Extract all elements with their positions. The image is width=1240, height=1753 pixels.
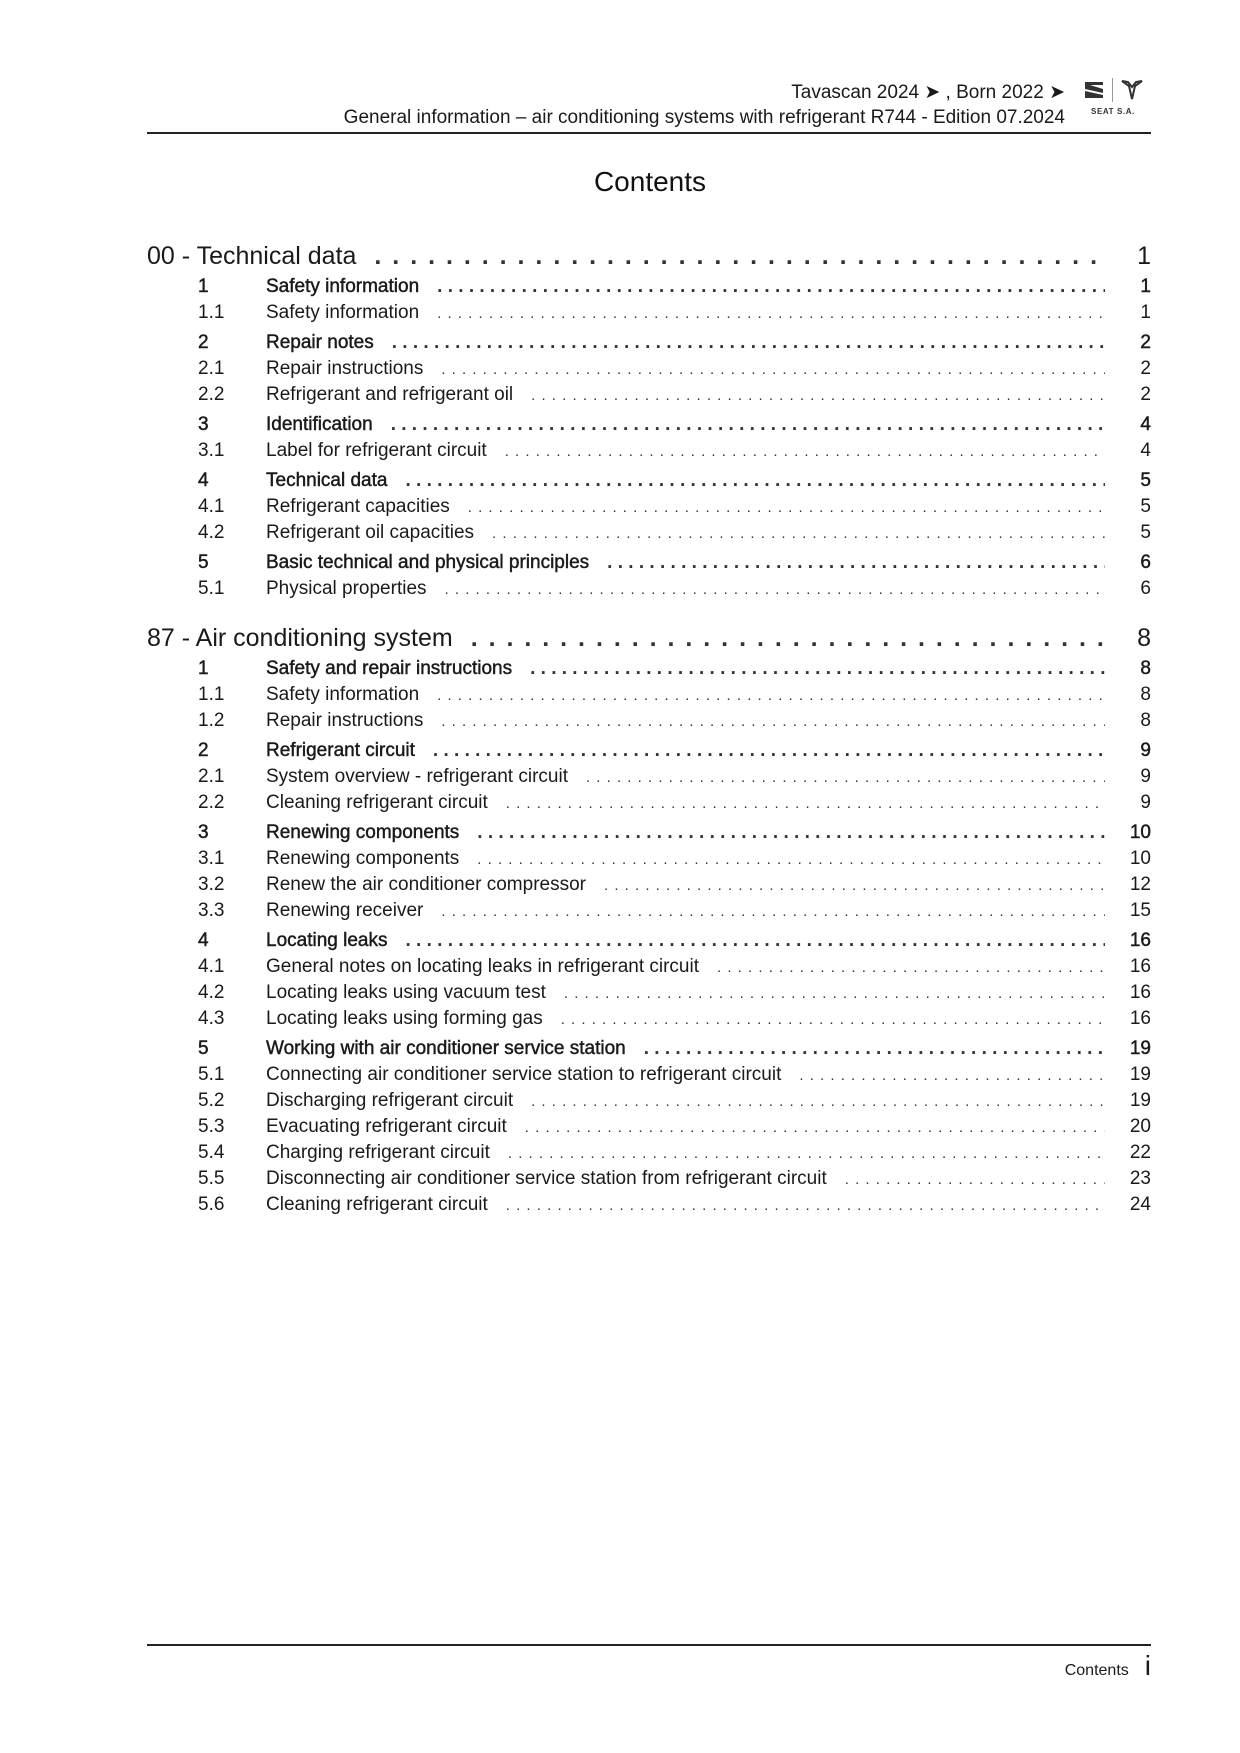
dot-leader — [506, 1197, 1105, 1214]
subsection-title: Physical properties — [266, 578, 427, 599]
header-document-title: General information – air conditioning systems with refrigerant R744 - Edition 07.2024 — [343, 107, 1065, 128]
section-title: Repair notes — [266, 332, 374, 353]
toc-subsection[interactable] — [147, 766, 1151, 792]
section-title: Renewing components — [266, 822, 460, 843]
toc-section[interactable] — [147, 1038, 1151, 1064]
page-number: 15 — [1129, 900, 1151, 921]
page-number: 5 — [1140, 522, 1151, 543]
dot-leader — [437, 276, 1105, 298]
subsection-number: 1.1 — [198, 302, 225, 323]
toc-subsection[interactable] — [147, 1008, 1151, 1034]
subsection-number: 2.2 — [198, 792, 225, 813]
dot-leader — [586, 769, 1105, 786]
cupra-logo-icon — [1121, 80, 1143, 100]
page-number: 24 — [1129, 1194, 1151, 1215]
toc-subsection[interactable] — [147, 302, 1151, 328]
chapter-spacer — [147, 604, 1151, 618]
subsection-number: 4.1 — [198, 496, 225, 517]
page-number: 16 — [1129, 1008, 1151, 1029]
page-number: 9 — [1140, 792, 1151, 813]
dot-leader — [437, 687, 1105, 704]
page-number: 10 — [1129, 848, 1151, 869]
dot-leader — [845, 1171, 1105, 1188]
subsection-number: 3.2 — [198, 874, 225, 895]
subsection-number: 5.1 — [198, 1064, 225, 1085]
section-number: 1 — [198, 276, 209, 297]
subsection-title: Connecting air conditioner service station to refrigerant circuit — [266, 1064, 782, 1085]
toc-section[interactable] — [147, 740, 1151, 766]
page-number: 6 — [1140, 552, 1151, 573]
toc-subsection[interactable] — [147, 440, 1151, 466]
subsection-title: Disconnecting air conditioner service station from refrigerant circuit — [266, 1168, 827, 1189]
section-number: 5 — [198, 1038, 209, 1059]
page-number: 1 — [1137, 242, 1151, 270]
header-models: Tavascan 2024 ➤ , Born 2022 ➤ — [791, 82, 1065, 103]
subsection-title: Charging refrigerant circuit — [266, 1142, 490, 1163]
dot-leader — [505, 443, 1105, 460]
dot-leader — [441, 713, 1105, 730]
logo-separator — [1112, 78, 1113, 102]
section-title: Working with air conditioner service station — [266, 1038, 626, 1059]
subsection-title: Label for refrigerant circuit — [266, 440, 487, 461]
toc-section[interactable] — [147, 470, 1151, 496]
footer-divider — [147, 1644, 1151, 1646]
page-number: 10 — [1129, 822, 1151, 843]
page-number: 19 — [1129, 1038, 1151, 1059]
toc-subsection[interactable] — [147, 384, 1151, 410]
dot-leader — [437, 305, 1105, 322]
toc-section[interactable] — [147, 658, 1151, 684]
dot-leader — [531, 1093, 1105, 1110]
section-number: 1 — [198, 658, 209, 679]
dot-leader — [477, 822, 1105, 844]
subsection-number: 3.3 — [198, 900, 225, 921]
page-number: 2 — [1140, 384, 1151, 405]
page-number: 16 — [1129, 956, 1151, 977]
section-title: Technical data — [266, 470, 388, 491]
header-text — [344, 80, 1065, 130]
page-number: 20 — [1129, 1116, 1151, 1137]
subsection-number: 4.2 — [198, 982, 225, 1003]
page-number: 5 — [1140, 470, 1151, 491]
toc-subsection[interactable] — [147, 1090, 1151, 1116]
page-number: 1 — [1140, 302, 1151, 323]
section-title: Safety information — [266, 276, 420, 297]
dot-leader — [405, 470, 1105, 492]
dot-leader — [607, 552, 1105, 574]
subsection-title: Repair instructions — [266, 710, 424, 731]
toc-subsection[interactable] — [147, 710, 1151, 736]
dot-leader — [392, 332, 1105, 354]
subsection-title: Renewing receiver — [266, 900, 424, 921]
section-title: Basic technical and physical principles — [266, 552, 590, 573]
subsection-title: Evacuating refrigerant circuit — [266, 1116, 507, 1137]
dot-leader — [433, 740, 1105, 762]
page-title: Contents — [593, 166, 707, 197]
dot-leader — [717, 959, 1105, 976]
page-number: 5 — [1140, 496, 1151, 517]
dot-leader — [468, 499, 1105, 516]
toc-subsection[interactable] — [147, 358, 1151, 384]
subsection-number: 5.6 — [198, 1194, 225, 1215]
subsection-title: Renew the air conditioner compressor — [266, 874, 586, 895]
subsection-title: Cleaning refrigerant circuit — [266, 792, 488, 813]
subsection-number: 2.1 — [198, 358, 225, 379]
page-number: 1 — [1140, 276, 1151, 297]
subsection-number: 2.1 — [198, 766, 225, 787]
section-number: 2 — [198, 740, 209, 761]
subsection-title: Refrigerant oil capacities — [266, 522, 475, 543]
toc-subsection[interactable] — [147, 874, 1151, 900]
footer-label: Contents — [1064, 1662, 1129, 1679]
toc-chapter[interactable] — [147, 624, 1151, 658]
page-number: 6 — [1140, 578, 1151, 599]
page-number: 8 — [1140, 658, 1151, 679]
page-number: 19 — [1129, 1090, 1151, 1111]
page-number: 12 — [1129, 874, 1151, 895]
toc-subsection[interactable] — [147, 496, 1151, 522]
toc-subsection[interactable] — [147, 522, 1151, 548]
section-title: Identification — [266, 414, 373, 435]
dot-leader — [604, 877, 1105, 894]
toc-subsection[interactable] — [147, 1168, 1151, 1194]
section-number: 3 — [198, 414, 209, 435]
page-number: 9 — [1140, 766, 1151, 787]
dot-leader — [531, 387, 1105, 404]
page-number: 16 — [1129, 930, 1151, 951]
subsection-number: 5.3 — [198, 1116, 225, 1137]
page-number: 8 — [1140, 684, 1151, 705]
chapter-title: 87 - Air conditioning system — [147, 624, 453, 652]
toc-subsection[interactable] — [147, 848, 1151, 874]
page-number: 4 — [1140, 440, 1151, 461]
section-title: Refrigerant circuit — [266, 740, 415, 761]
subsection-number: 4.1 — [198, 956, 225, 977]
subsection-number: 3.1 — [198, 440, 225, 461]
subsection-title: Repair instructions — [266, 358, 424, 379]
dot-leader — [506, 795, 1105, 812]
dot-leader — [530, 658, 1105, 680]
seat-logo-icon — [1084, 81, 1104, 99]
subsection-number: 2.2 — [198, 384, 225, 405]
dot-leader — [564, 985, 1105, 1002]
toc-subsection[interactable] — [147, 1116, 1151, 1142]
toc-subsection[interactable] — [147, 900, 1151, 926]
page-number: 2 — [1140, 332, 1151, 353]
page-number: 19 — [1129, 1064, 1151, 1085]
header-divider — [147, 132, 1151, 134]
brand-logo — [1075, 76, 1151, 126]
toc-subsection[interactable] — [147, 982, 1151, 1008]
section-title: Safety and repair instructions — [266, 658, 513, 679]
subsection-number: 1.2 — [198, 710, 225, 731]
subsection-title: Refrigerant capacities — [266, 496, 450, 517]
toc-subsection[interactable] — [147, 792, 1151, 818]
dot-leader — [391, 414, 1105, 436]
dot-leader — [561, 1011, 1105, 1028]
page-header — [147, 72, 1151, 134]
page-number: 2 — [1140, 358, 1151, 379]
toc-chapter[interactable] — [147, 242, 1151, 276]
table-of-contents — [147, 236, 1151, 1220]
page-number: 23 — [1129, 1168, 1151, 1189]
dot-leader — [445, 581, 1105, 598]
toc-section[interactable] — [147, 276, 1151, 302]
page-number: 8 — [1137, 624, 1151, 652]
subsection-title: System overview - refrigerant circuit — [266, 766, 568, 787]
page-number: 16 — [1129, 982, 1151, 1003]
dot-leader — [525, 1119, 1105, 1136]
page-footer — [147, 1644, 1151, 1681]
page-number: 4 — [1140, 414, 1151, 435]
dot-leader — [477, 851, 1105, 868]
toc-section[interactable] — [147, 822, 1151, 848]
subsection-title: Safety information — [266, 302, 420, 323]
section-number: 2 — [198, 332, 209, 353]
page-number: 9 — [1140, 740, 1151, 761]
dot-leader — [799, 1067, 1105, 1084]
toc-section[interactable] — [147, 332, 1151, 358]
dot-leader — [374, 242, 1105, 271]
subsection-number: 5.1 — [198, 578, 225, 599]
section-title: Locating leaks — [266, 930, 388, 951]
dot-leader — [644, 1038, 1105, 1060]
dot-leader — [441, 361, 1105, 378]
dot-leader — [508, 1145, 1105, 1162]
section-number: 5 — [198, 552, 209, 573]
subsection-number: 4.3 — [198, 1008, 225, 1029]
section-number: 4 — [198, 930, 209, 951]
section-number: 3 — [198, 822, 209, 843]
subsection-title: Locating leaks using forming gas — [266, 1008, 543, 1029]
subsection-number: 3.1 — [198, 848, 225, 869]
footer-page-number: i — [1144, 1650, 1151, 1681]
toc-subsection[interactable] — [147, 684, 1151, 710]
subsection-number: 4.2 — [198, 522, 225, 543]
chapter-title: 00 - Technical data — [147, 242, 357, 270]
toc-subsection[interactable] — [147, 1064, 1151, 1090]
subsection-title: Renewing components — [266, 848, 460, 869]
subsection-title: General notes on locating leaks in refrigerant circuit — [266, 956, 700, 977]
toc-subsection[interactable] — [147, 1142, 1151, 1168]
toc-section[interactable] — [147, 930, 1151, 956]
subsection-title: Locating leaks using vacuum test — [266, 982, 546, 1003]
subsection-number: 5.2 — [198, 1090, 225, 1111]
subsection-number: 1.1 — [198, 684, 225, 705]
toc-subsection[interactable] — [147, 578, 1151, 604]
page-number: 22 — [1129, 1142, 1151, 1163]
subsection-title: Safety information — [266, 684, 420, 705]
subsection-title: Discharging refrigerant circuit — [266, 1090, 514, 1111]
toc-section[interactable] — [147, 552, 1151, 578]
toc-subsection[interactable] — [147, 956, 1151, 982]
dot-leader — [405, 930, 1105, 952]
toc-subsection[interactable] — [147, 1194, 1151, 1220]
subsection-number: 5.5 — [198, 1168, 225, 1189]
section-number: 4 — [198, 470, 209, 491]
dot-leader — [471, 624, 1105, 653]
subsection-number: 5.4 — [198, 1142, 225, 1163]
subsection-title: Refrigerant and refrigerant oil — [266, 384, 514, 405]
subsection-title: Cleaning refrigerant circuit — [266, 1194, 488, 1215]
dot-leader — [441, 903, 1105, 920]
toc-section[interactable] — [147, 414, 1151, 440]
logo-caption: SEAT S.A. — [1091, 107, 1135, 116]
page-number: 8 — [1140, 710, 1151, 731]
dot-leader — [492, 525, 1105, 542]
